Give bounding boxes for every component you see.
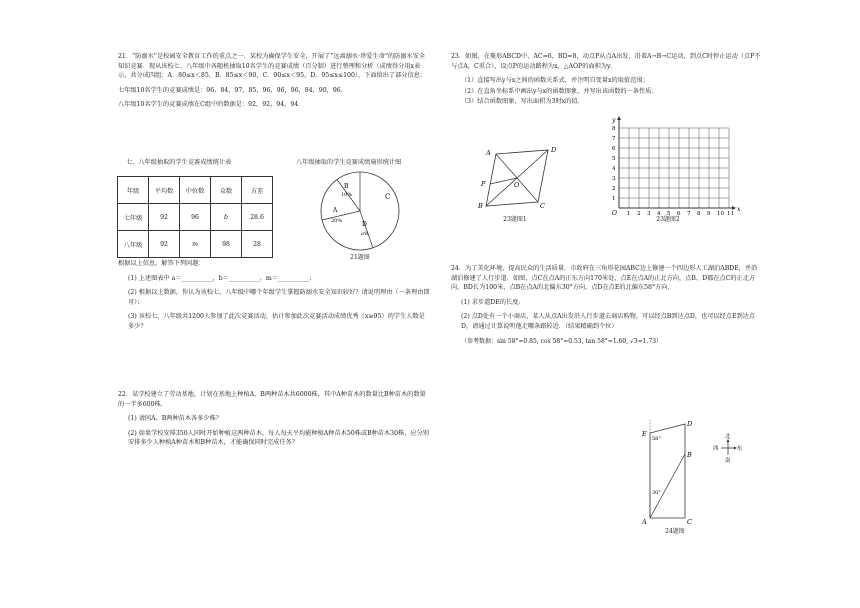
x-tick-label: 9 (707, 211, 711, 217)
q23-fig1-caption: 23题图1 (503, 216, 527, 223)
x-tick-label: 4 (657, 211, 661, 217)
pie-label-c: C (385, 193, 391, 201)
compass-north: 北 (725, 434, 731, 440)
y-tick-label: 3 (612, 176, 616, 182)
segment-ab (650, 454, 685, 518)
point-a-label: A (486, 149, 491, 157)
table-cell: b (211, 204, 242, 231)
point-c-label: C (540, 202, 545, 210)
q21-intro: 21．“防溺水”是校园安全教育工作的重点之一．某校为确保学生安全，开展了“远离溺水·珍爱生命”的防溺水安全知识竞赛．现从该校七、八年级中各随机抽取10名学生的竞赛成绩（百分制）进行整理和分析（成绩得分用x表示，共分成四组：A．80≤x＜85，B．85≤x＜90，C．90≤x＜95，D．95≤x≤100），下面给出了部分信息： (118, 53, 427, 80)
pie-label-b: B (344, 183, 349, 190)
y-tick-label: 4 (612, 166, 616, 172)
y-tick-label: 1 (612, 196, 616, 202)
point-a-label: A (642, 518, 647, 526)
header-cell: 平均数 (149, 177, 180, 204)
x-tick-label: 11 (727, 211, 734, 217)
pie-label-a-pct: 20% (331, 218, 343, 224)
angle-30-label: 30° (652, 490, 661, 496)
q22-sub1: (1) 请问A、B两种苗木各多少株？ (128, 415, 222, 423)
pie-label-a: A (333, 207, 338, 214)
table-row (118, 231, 273, 258)
x-tick-label: 6 (677, 211, 681, 217)
y-axis-arrow (617, 116, 621, 120)
point-d-label: D (687, 420, 693, 428)
y-tick-label: 6 (612, 146, 616, 152)
point-b-label: B (687, 451, 692, 459)
q23-intro: 23．如图，在菱形ABCD中，AC=6，BD=8，动点P从点A出发，沿着A→B→C运动，到点C时停止运动（点P不与点A，C重合），设点P的运动路程为x，△AOP的面积为y． (451, 53, 761, 70)
q24-intro: 24．为了美化环境，提高民众的生活质量．市政府在三角形花园ABC边上修建一个四边形人工湖泊ABDE，并沿湖泊修建了人行步道．如图，点C在点A的正东方向170米处，点E在点A的正北方向，点B、D都在点C的正北方向，BD长为100米，点B在点A的北偏东30°方向，点D在点E的北偏东58°方向． (451, 265, 758, 292)
q21-sub1: (1) 上述图表中 a＝__________，b＝__________，m＝__________； (128, 274, 316, 282)
table-cell: 96 (180, 204, 211, 231)
table-cell: 七年级 (118, 204, 149, 231)
q21-grade8-c-scores: 八年级10名学生的竞赛成绩在C组中的数据是：92，92，94，94． (118, 101, 305, 109)
grid-lines (619, 128, 729, 208)
q24-fig-caption: 24题图 (665, 528, 685, 535)
table-cell: 28.6 (242, 204, 273, 231)
point-d-label: D (551, 146, 557, 154)
x-tick-label: 10 (717, 211, 724, 217)
segment-op (490, 178, 517, 184)
header-cell: 众数 (211, 177, 242, 204)
y-tick-label: 2 (612, 186, 616, 192)
question-24 (451, 264, 761, 351)
q21-subquestions (118, 259, 430, 337)
q23-sub3: （3）结合函数图象，写出面积为3时x的值． (461, 98, 584, 106)
x-tick-label: 1 (627, 211, 631, 217)
point-e-label: E (642, 430, 647, 438)
x-axis-arrow (732, 206, 736, 210)
q23-coordinate-grid (602, 116, 752, 220)
q21-pie-title: 八年级抽取的学生竞赛成绩扇形统计图 (296, 159, 402, 166)
point-p-label: P (481, 180, 486, 188)
x-tick-label: 7 (687, 211, 691, 217)
table-header-row (118, 177, 273, 204)
q23-sub2: （2）在直角坐标系中画出y与x的函数图象，并写出该函数的一条性质； (461, 87, 658, 95)
origin-label: O (612, 210, 617, 217)
x-tick-label: 8 (697, 211, 701, 217)
x-tick-label: 3 (647, 211, 651, 217)
tick-labels (612, 126, 734, 217)
header-cell: 年级 (118, 177, 149, 204)
x-tick-label: 2 (637, 211, 641, 217)
table-cell: 八年级 (118, 231, 149, 258)
point-o-label: O (514, 181, 520, 189)
compass-south: 南 (725, 458, 731, 464)
q24-reference: （参考数据：sin 58°≈0.85, cos 58°≈0.53, tan 58°≈1.60, √3≈1.73） (461, 337, 663, 345)
table-cell: 98 (211, 231, 242, 258)
q21-pie-caption: 21题图 (350, 254, 370, 261)
q21-table-title: 七、八年级抽取的学生竞赛成绩统计表 (126, 159, 232, 166)
y-tick-label: 7 (612, 136, 616, 142)
question-21 (118, 52, 430, 115)
y-tick-label: 8 (612, 126, 616, 132)
q21-sub2: (2) 根据以上数据，你认为该校七、八年级中哪个年级学生掌握防溺水安全知识较好？请说明理由（一条理由即可）； (128, 289, 430, 306)
table-cell: 92 (149, 231, 180, 258)
compass-west: 西 (713, 446, 719, 452)
table-cell: 28 (242, 231, 273, 258)
q21-stats-table (117, 176, 273, 258)
x-tick-label: 5 (667, 211, 671, 217)
x-axis-label: x (737, 206, 741, 213)
y-axis-label: y (612, 117, 616, 124)
q21-grade7-scores: 七年级10名学生的竞赛成绩是：96，84，97，85，96，96，96，84，90，96． (118, 86, 347, 94)
q21-instruction: 根据以上信息，解答下列问题： (118, 260, 205, 267)
point-b-label: B (478, 202, 483, 210)
q21-pie-chart (315, 166, 405, 256)
question-23 (451, 52, 761, 112)
q22-intro: 22．某学校建立了劳动基地，计划在基地上种植A、B两种苗木共6000株，其中A种苗木的数量比B种苗木的数量的一半多600株． (118, 391, 426, 408)
question-22 (118, 390, 430, 453)
q24-lake-figure (638, 418, 708, 526)
q21-sub3: (3) 该校七、八年级共1200人参加了此次竞赛活动，估计参加此次竞赛活动成绩优秀（x≥95）的学生人数是多少？ (128, 313, 425, 331)
header-cell: 方差 (242, 177, 273, 204)
compass-icon (712, 432, 744, 464)
header-cell: 中位数 (180, 177, 211, 204)
pie-label-b-pct: 10% (341, 192, 353, 198)
table-row (118, 204, 273, 231)
q23-sub1: （1）直接写出y与x之间的函数关系式，并注明自变量x的取值范围； (461, 77, 649, 85)
table-cell: 92 (149, 204, 180, 231)
table-cell: m (180, 231, 211, 258)
pie-label-d-pct: a% (361, 231, 369, 237)
y-tick-label: 5 (612, 156, 616, 162)
angle-58-label: 58° (652, 436, 661, 442)
pie-divider (360, 211, 373, 248)
q24-sub1: (1) 求步道DE的长度． (461, 298, 525, 306)
point-c-label: C (687, 518, 692, 526)
q24-sub2: (2) 点D处有一个小商店，某人从点A出发沿人行步道去商店购物，可以经点B到达点D，也可以经点E到达点D，请通过计算说明他走哪条路较近．（结果精确到个位） (461, 313, 756, 331)
pie-label-d: D (362, 221, 367, 228)
q23-rhombus-figure (476, 140, 566, 216)
q22-sub2: (2) 如果学校安排350人同时开始种植这两种苗木，每人每天平均能种植A种苗木50株或B种苗木30株，应分别安排多少人种植A种苗木和B种苗木，才能确保同时完成任务？ (128, 429, 429, 447)
compass-east: 东 (737, 446, 743, 452)
q23-fig2-caption: 23题图2 (656, 216, 680, 223)
